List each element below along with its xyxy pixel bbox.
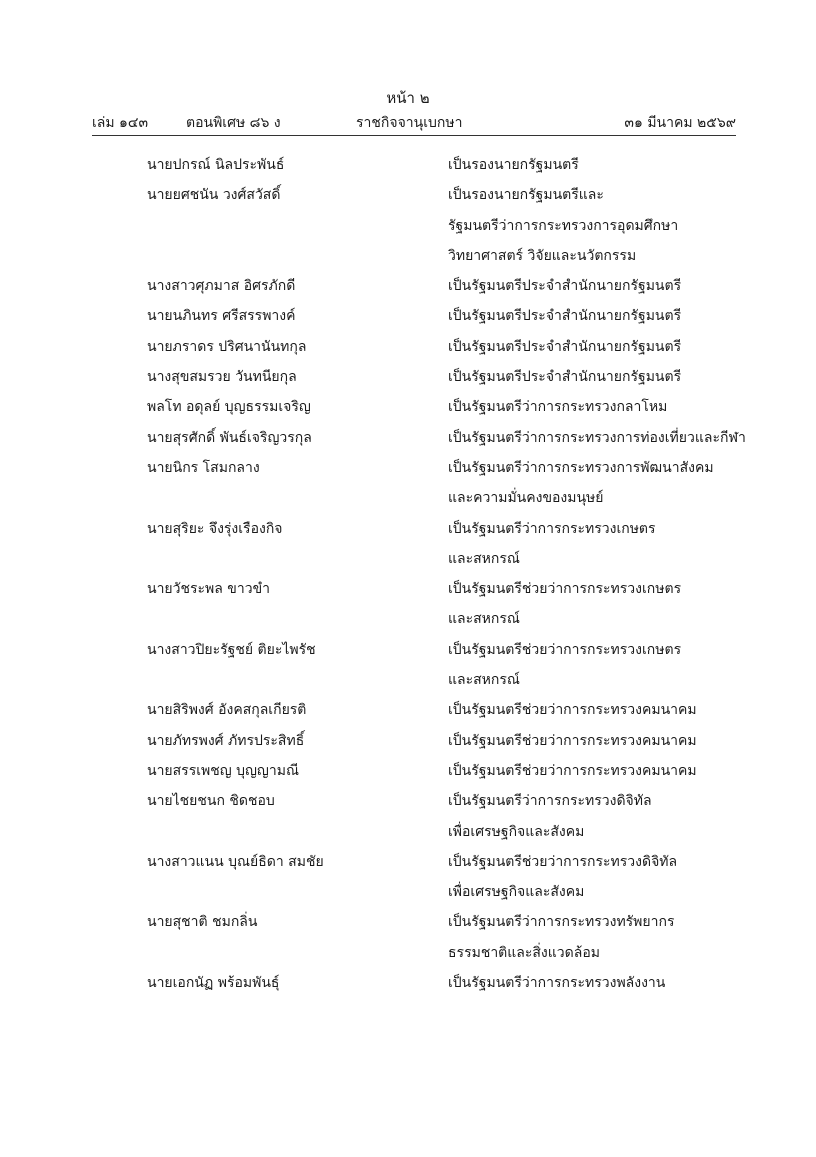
appointment-entry	[0, 514, 816, 575]
minister-position	[448, 332, 738, 362]
minister-position	[448, 271, 738, 301]
minister-position	[448, 635, 738, 696]
header-divider	[92, 135, 736, 136]
appointment-entry	[0, 756, 816, 786]
page-number: หน้า ๒	[386, 89, 430, 107]
appointment-entry	[0, 271, 816, 301]
appointment-list	[0, 150, 816, 998]
position-line: เป็นรัฐมนตรีประจำสำนักนายกรัฐมนตรี	[448, 369, 682, 386]
minister-name: นายนิกร โสมกลาง	[147, 459, 260, 476]
appointment-entry	[0, 453, 816, 514]
position-line: และสหกรณ์	[448, 550, 520, 567]
position-line: เป็นรัฐมนตรีช่วยว่าการกระทรวงคมนาคม	[448, 762, 697, 779]
minister-name: นายยศชนัน วงศ์สวัสดิ์	[147, 187, 281, 204]
position-line: เป็นรัฐมนตรีว่าการกระทรวงเกษตร	[448, 520, 656, 537]
minister-position	[448, 180, 738, 271]
appointment-entry	[0, 786, 816, 847]
appointment-entry	[0, 695, 816, 725]
minister-position	[448, 968, 738, 998]
minister-name: พลโท อดุลย์ บุญธรรมเจริญ	[147, 399, 311, 416]
position-line: เป็นรัฐมนตรีช่วยว่าการกระทรวงคมนาคม	[448, 732, 697, 749]
minister-position	[448, 453, 738, 514]
minister-name: นางสาวศุภมาส อิศรภักดี	[147, 278, 296, 295]
minister-name: นายนภินทร ศรีสรรพางค์	[147, 308, 296, 325]
publication-date: ๓๑ มีนาคม ๒๕๖๙	[624, 115, 736, 131]
position-line: เป็นรัฐมนตรีว่าการกระทรวงพลังงาน	[448, 975, 666, 992]
position-line: วิทยาศาสตร์ วิจัยและนวัตกรรม	[448, 247, 637, 264]
position-line: เป็นรัฐมนตรีว่าการกระทรวงทรัพยากร	[448, 914, 675, 931]
minister-name: นายวัชระพล ขาวขำ	[147, 581, 271, 598]
appointment-entry	[0, 635, 816, 696]
appointment-entry	[0, 332, 816, 362]
issue-label: ตอนพิเศษ ๘๖ ง	[186, 115, 281, 131]
position-line: เพื่อเศรษฐกิจและสังคม	[448, 884, 585, 901]
appointment-entry	[0, 301, 816, 331]
position-line: รัฐมนตรีว่าการกระทรวงการอุดมศึกษา	[448, 217, 679, 234]
minister-name: นางสาวแนน บุณย์ธิดา สมชัย	[147, 853, 324, 870]
position-line: เป็นรัฐมนตรีว่าการกระทรวงดิจิทัล	[448, 793, 652, 810]
position-line: เป็นรัฐมนตรีช่วยว่าการกระทรวงดิจิทัล	[448, 853, 678, 870]
gazette-title: ราชกิจจานุเบกษา	[356, 115, 463, 131]
minister-name: นายภราดร ปริศนานันทกุล	[147, 338, 307, 355]
minister-position	[448, 726, 738, 756]
gazette-header	[92, 114, 736, 134]
minister-name: นายสุรศักดิ์ พันธ์เจริญวรกุล	[147, 429, 312, 446]
minister-name: นายไชยชนก ชิดชอบ	[147, 793, 275, 810]
position-line: และสหกรณ์	[448, 672, 520, 689]
position-line: เป็นรัฐมนตรีประจำสำนักนายกรัฐมนตรี	[448, 278, 682, 295]
appointment-entry	[0, 362, 816, 392]
minister-position	[448, 695, 738, 725]
appointment-entry	[0, 726, 816, 756]
appointment-entry	[0, 574, 816, 635]
appointment-entry	[0, 907, 816, 968]
position-line: เป็นรัฐมนตรีว่าการกระทรวงการท่องเที่ยวและกีฬา	[448, 429, 746, 446]
position-line: เป็นรัฐมนตรีช่วยว่าการกระทรวงเกษตร	[448, 581, 682, 598]
appointment-entry	[0, 423, 816, 453]
position-line: เป็นรัฐมนตรีว่าการกระทรวงการพัฒนาสังคม	[448, 459, 714, 476]
position-line: ธรรมชาติและสิ่งแวดล้อม	[448, 944, 600, 961]
position-line: เป็นรัฐมนตรีว่าการกระทรวงกลาโหม	[448, 399, 668, 416]
position-line: เป็นรองนายกรัฐมนตรีและ	[448, 187, 604, 204]
appointment-entry	[0, 150, 816, 180]
position-line: เป็นรัฐมนตรีประจำสำนักนายกรัฐมนตรี	[448, 338, 682, 355]
minister-position	[448, 150, 738, 180]
appointment-entry	[0, 392, 816, 422]
minister-name: นายปกรณ์ นิลประพันธ์	[147, 157, 285, 173]
minister-position	[448, 423, 746, 453]
minister-name: นายเอกนัฏ พร้อมพันธุ์	[147, 975, 280, 992]
minister-name: นางสุขสมรวย วันทนียกุล	[147, 369, 297, 386]
minister-position	[448, 907, 738, 968]
minister-position	[448, 362, 738, 392]
position-line: เป็นรัฐมนตรีช่วยว่าการกระทรวงเกษตร	[448, 641, 682, 658]
minister-position	[448, 574, 738, 635]
minister-name: นายสิริพงศ์ อังคสกุลเกียรติ	[147, 702, 307, 719]
minister-position	[448, 786, 738, 847]
appointment-entry	[0, 847, 816, 908]
minister-name: นายสรรเพชญ บุญญามณี	[147, 762, 299, 779]
position-line: เป็นรัฐมนตรีช่วยว่าการกระทรวงคมนาคม	[448, 702, 697, 719]
minister-name: นายภัทรพงศ์ ภัทรประสิทธิ์	[147, 732, 305, 749]
minister-name: นายสุริยะ จึงรุ่งเรืองกิจ	[147, 520, 283, 537]
minister-name: นายสุชาติ ชมกลิ่น	[147, 914, 258, 931]
position-line: และความมั่นคงของมนุษย์	[448, 490, 604, 507]
appointment-entry	[0, 180, 816, 271]
minister-position	[448, 301, 738, 331]
minister-position	[448, 756, 738, 786]
position-line: และสหกรณ์	[448, 611, 520, 628]
appointment-entry	[0, 968, 816, 998]
position-line: เป็นรองนายกรัฐมนตรี	[448, 157, 579, 173]
position-line: เพื่อเศรษฐกิจและสังคม	[448, 823, 585, 840]
minister-position	[448, 514, 738, 575]
minister-name: นางสาวปิยะรัฐชย์ ติยะไพรัช	[147, 641, 316, 658]
minister-position	[448, 392, 738, 422]
minister-position	[448, 847, 738, 908]
volume-label: เล่ม ๑๔๓	[92, 115, 149, 131]
position-line: เป็นรัฐมนตรีประจำสำนักนายกรัฐมนตรี	[448, 308, 682, 325]
